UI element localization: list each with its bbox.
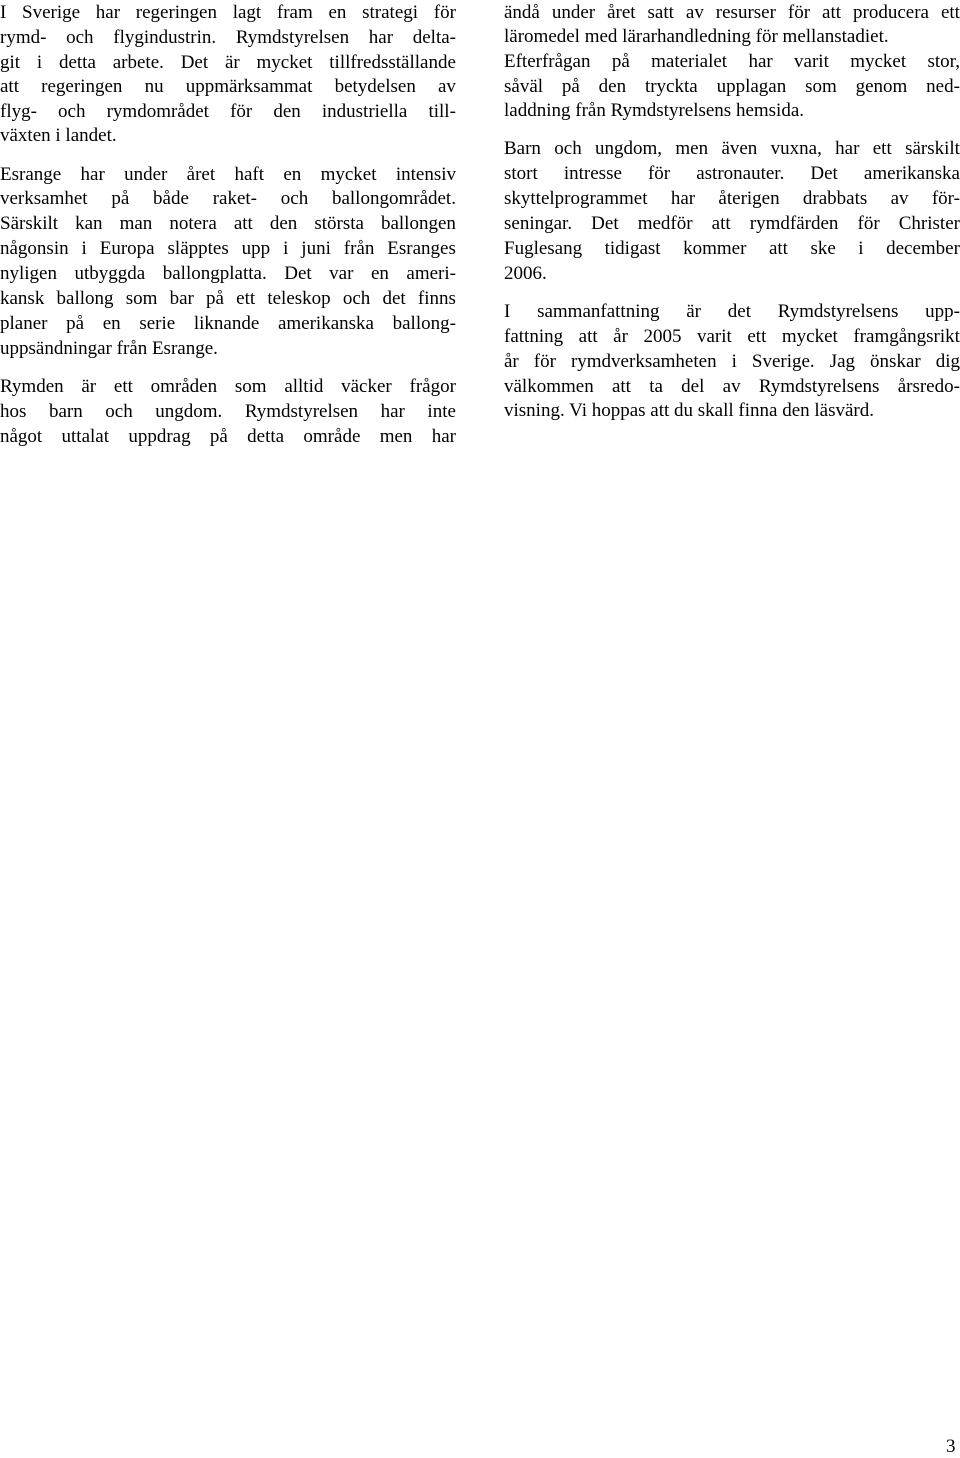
text-line: Barn och ungdom, men även vuxna, har ett särskilt [504,138,960,159]
text-line: läromedel med lärarhandledning för mellanstadiet. [504,26,889,47]
text-line: I Sverige har regeringen lagt fram en strategi för [0,2,456,23]
text-line: fattning att år 2005 varit ett mycket framgångsrikt [504,326,960,347]
text-line: seningar. Det medför att rymdfärden för Christer [504,213,960,234]
text-line: någonsin i Europa släpptes upp i juni från Esranges [0,238,456,259]
text-line: nyligen utbyggda ballongplatta. Det var en ameri- [0,263,456,284]
text-line: Esrange har under året haft en mycket intensiv [0,164,456,185]
text-line: visning. Vi hoppas att du skall finna den läsvärd. [504,400,875,421]
text-line: något uttalat uppdrag på detta område men har [0,426,456,447]
text-line: verksamhet på både raket- och ballongområdet. [0,188,456,209]
text-line: planer på en serie liknande amerikanska ballong- [0,313,456,334]
text-line: välkommen att ta del av Rymdstyrelsens årsredo- [504,376,960,397]
text-line: uppsändningar från Esrange. [0,338,218,359]
text-line: skyttelprogrammet har återigen drabbats av för- [504,188,960,209]
text-line: 2006. [504,263,547,284]
text-line: stort intresse för astronauter. Det amerikanska [504,163,960,184]
text-line: såväl på den tryckta upplagan som genom ned- [504,76,960,97]
text-line: att regeringen nu uppmärksammat betydelsen av [0,76,456,97]
text-line: Särskilt kan man notera att den största ballongen [0,213,456,234]
text-line: Fuglesang tidigast kommer att ske i december [504,238,960,259]
text-line: kansk ballong som bar på ett teleskop och det finns [0,288,456,309]
text-line: Rymden är ett områden som alltid väcker frågor [0,376,456,397]
text-line: Efterfrågan på materialet har varit mycket stor, [504,51,960,72]
text-line: flyg- och rymdområdet för den industriella till- [0,101,456,122]
text-line: ändå under året satt av resurser för att producera ett [504,2,960,23]
text-line: I sammanfattning är det Rymdstyrelsens upp- [504,301,960,322]
text-line: git i detta arbete. Det är mycket tillfredsställande [0,52,456,73]
text-line: rymd- och flygindustrin. Rymdstyrelsen har delta- [0,27,456,48]
page-number: 3 [946,1436,956,1457]
text-line: laddning från Rymdstyrelsens hemsida. [504,100,805,121]
text-line: växten i landet. [0,125,117,146]
text-line: hos barn och ungdom. Rymdstyrelsen har inte [0,401,456,422]
text-line: år för rymdverksamheten i Sverige. Jag önskar dig [504,351,960,372]
